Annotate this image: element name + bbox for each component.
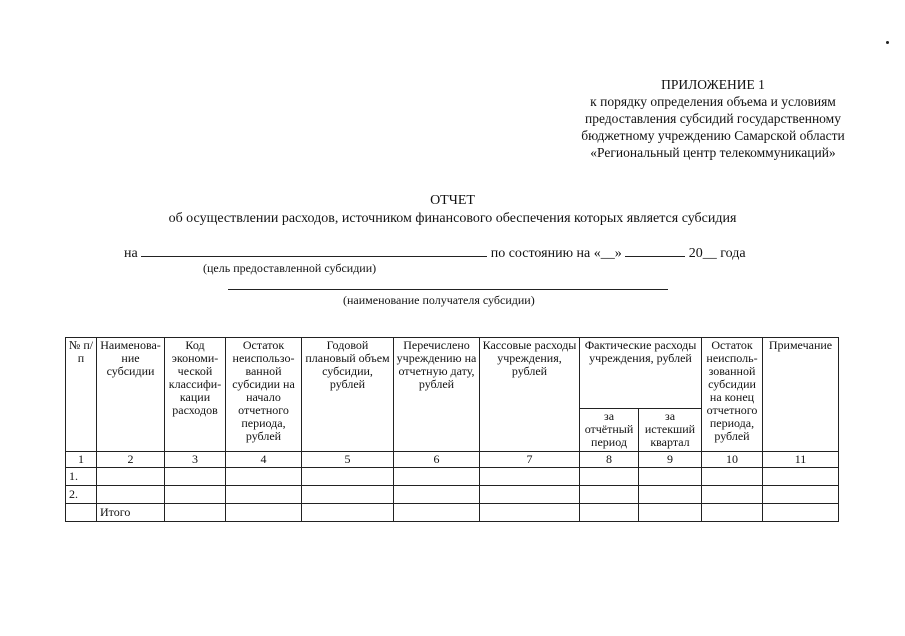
table-cell[interactable] bbox=[639, 504, 702, 522]
appendix-line: бюджетному учреждению Самарской области bbox=[581, 128, 845, 143]
row-subsidy-name[interactable] bbox=[97, 468, 165, 486]
row-subsidy-name[interactable] bbox=[97, 486, 165, 504]
header-actual-expenses: Фактические расходы учреждения, рублей bbox=[580, 338, 702, 409]
table-cell[interactable] bbox=[639, 468, 702, 486]
appendix-line: к порядку определения объема и условиям bbox=[590, 94, 836, 109]
table-cell[interactable] bbox=[302, 504, 394, 522]
table-cell[interactable] bbox=[302, 468, 394, 486]
table-cell[interactable] bbox=[639, 486, 702, 504]
table-cell[interactable] bbox=[480, 468, 580, 486]
row-number bbox=[66, 504, 97, 522]
column-number: 5 bbox=[302, 452, 394, 468]
header-number: № п/п bbox=[66, 338, 97, 452]
as-of-label: по состоянию на «__» bbox=[490, 246, 622, 261]
column-number: 6 bbox=[394, 452, 480, 468]
table-cell[interactable] bbox=[226, 504, 302, 522]
table-cell[interactable] bbox=[165, 486, 226, 504]
table-row-total bbox=[66, 504, 839, 522]
month-blank[interactable] bbox=[625, 243, 685, 257]
table-cell[interactable] bbox=[580, 504, 639, 522]
table-cell[interactable] bbox=[580, 468, 639, 486]
table-cell[interactable] bbox=[580, 486, 639, 504]
appendix-line: предоставления субсидий государственному bbox=[585, 111, 841, 126]
purpose-caption: (цель предоставленной субсидии) bbox=[203, 261, 377, 275]
header-past-quarter: за истекший квартал bbox=[639, 409, 702, 452]
recipient-blank[interactable] bbox=[228, 289, 668, 290]
column-number: 7 bbox=[480, 452, 580, 468]
header-transferred: Перечислено учреждению на отчетную дату, рублей bbox=[394, 338, 480, 452]
header-reporting-period: за отчётный период bbox=[580, 409, 639, 452]
header-economic-code: Код экономи-ческой классифи-кации расходов bbox=[165, 338, 226, 452]
table-cell[interactable] bbox=[480, 504, 580, 522]
header-cash-expenses: Кассовые расходы учреждения, рублей bbox=[480, 338, 580, 452]
table-cell[interactable] bbox=[763, 486, 839, 504]
column-number: 8 bbox=[580, 452, 639, 468]
column-number: 9 bbox=[639, 452, 702, 468]
on-label: на bbox=[124, 246, 138, 261]
header-closing-balance: Остаток неисполь-зованной субсидии на конец отчетного периода, рублей bbox=[702, 338, 763, 452]
table-cell[interactable] bbox=[226, 468, 302, 486]
appendix-line: «Региональный центр телекоммуникаций» bbox=[590, 145, 836, 160]
column-number: 3 bbox=[165, 452, 226, 468]
table-cell[interactable] bbox=[702, 504, 763, 522]
row-number: 2. bbox=[66, 486, 97, 504]
column-number: 11 bbox=[763, 452, 839, 468]
column-number: 10 bbox=[702, 452, 763, 468]
column-number-row bbox=[66, 452, 839, 468]
appendix-title: ПРИЛОЖЕНИЕ 1 bbox=[661, 77, 765, 92]
table-cell[interactable] bbox=[394, 504, 480, 522]
report-subtitle: об осуществлении расходов, источником финансового обеспечения которых является субсидия bbox=[168, 211, 737, 226]
table-cell[interactable] bbox=[394, 486, 480, 504]
header-note: Примечание bbox=[763, 338, 839, 452]
table-cell[interactable] bbox=[763, 468, 839, 486]
table-cell[interactable] bbox=[702, 486, 763, 504]
year-label: 20__ года bbox=[688, 246, 746, 261]
table-cell[interactable] bbox=[394, 468, 480, 486]
header-subsidy-name: Наименова-ние субсидии bbox=[97, 338, 165, 452]
row-number: 1. bbox=[66, 468, 97, 486]
table-cell[interactable] bbox=[702, 468, 763, 486]
purpose-blank[interactable] bbox=[141, 243, 487, 257]
row-total-label: Итого bbox=[97, 504, 165, 522]
report-title-block bbox=[0, 192, 905, 228]
column-number: 2 bbox=[97, 452, 165, 468]
table-cell[interactable] bbox=[165, 468, 226, 486]
column-number: 1 bbox=[66, 452, 97, 468]
table-cell[interactable] bbox=[480, 486, 580, 504]
header-annual-plan: Годовой плановый объем субсидии, рублей bbox=[302, 338, 394, 452]
recipient-caption: (наименование получателя субсидии) bbox=[343, 293, 535, 307]
appendix-block bbox=[548, 76, 878, 161]
report-title: ОТЧЕТ bbox=[430, 193, 475, 208]
header-opening-balance: Остаток неиспользо-ванной субсидии на начало отчетного периода, рублей bbox=[226, 338, 302, 452]
report-table bbox=[65, 337, 839, 522]
table-cell[interactable] bbox=[165, 504, 226, 522]
column-number: 4 bbox=[226, 452, 302, 468]
period-line bbox=[124, 243, 746, 262]
table-row bbox=[66, 486, 839, 504]
table-cell[interactable] bbox=[226, 486, 302, 504]
table-cell[interactable] bbox=[763, 504, 839, 522]
table-row bbox=[66, 468, 839, 486]
scan-speck bbox=[886, 41, 889, 44]
table-cell[interactable] bbox=[302, 486, 394, 504]
